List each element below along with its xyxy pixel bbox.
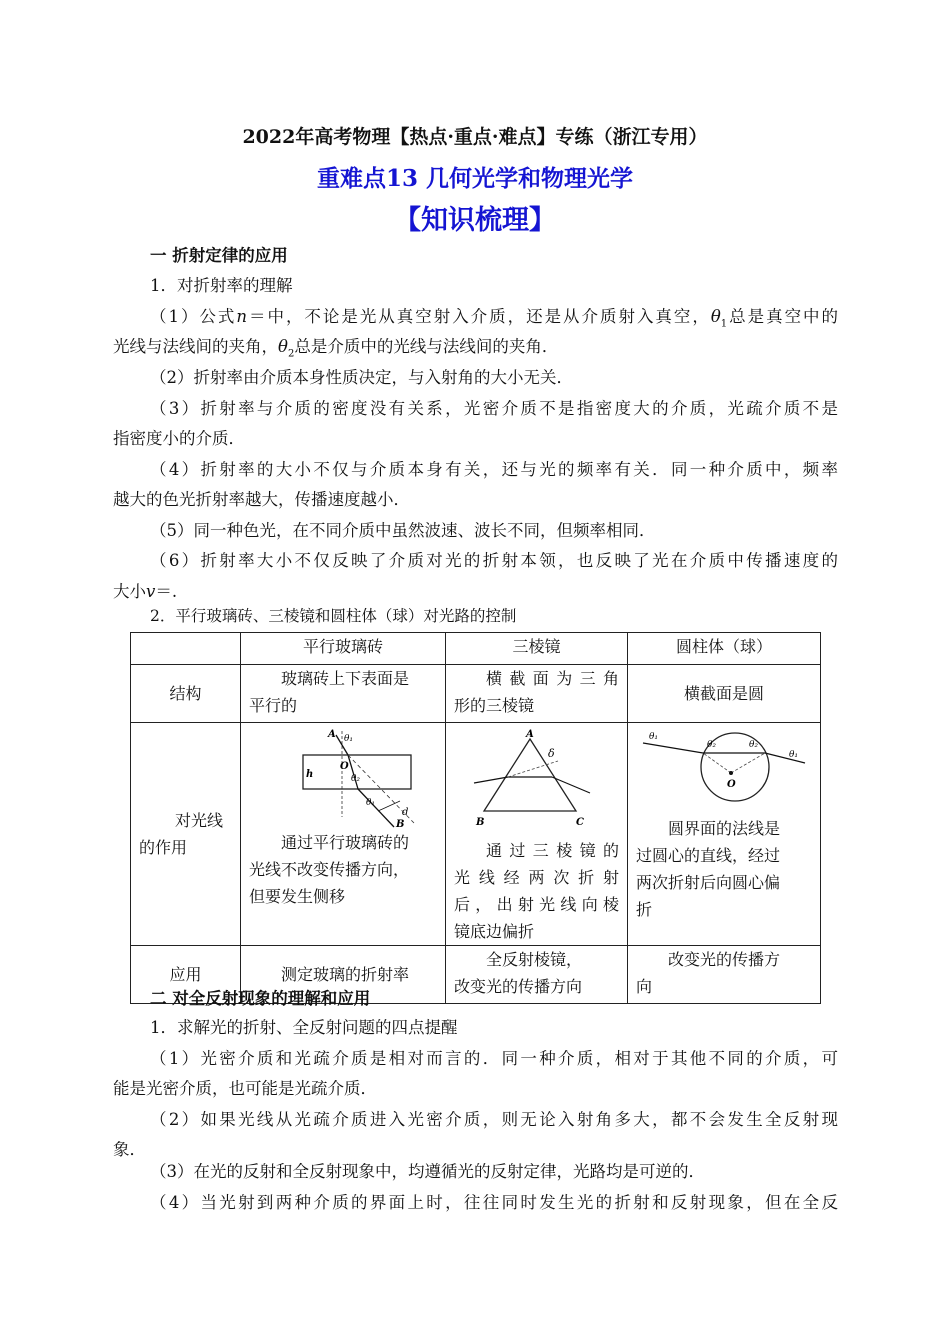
- cyl-normal-2: [731, 753, 765, 773]
- prism-shape: [484, 739, 576, 811]
- sec2-p2-line2: 象．: [113, 1140, 146, 1159]
- sec1-p3-line1: （3）折射率与介质的密度没有关系，光密介质不是指密度大的介质，光疏介质不是: [150, 399, 838, 418]
- sec2-p4: （4）当光射到两种介质的界面上时，往往同时发生光的折射和反射现象，但在全反: [150, 1193, 838, 1212]
- table-row-structure: [131, 665, 821, 723]
- section2-heading: 二 对全反射现象的理解和应用: [150, 989, 371, 1008]
- label-theta1: θ₁: [344, 734, 354, 744]
- cell-prism-effect: A B C δ 通过三棱镜的 光线经两次折射 后，出射光线向棱 镜底边偏折: [446, 723, 628, 946]
- sec1-p5: （5）同一种色光，在不同介质中虽然波速、波长不同，但频率相同．: [150, 521, 656, 540]
- table-header-cell: [131, 633, 241, 665]
- sec1-p1-line1: （1）公式n＝中，不论是光从真空射入介质，还是从介质射入真空，$\theta_1$总是真空中的: [150, 307, 839, 330]
- light-path-table: [130, 632, 821, 1004]
- cyl-label-theta1-exit: θ₁: [789, 750, 799, 760]
- cyl-exit-ray: [765, 753, 805, 763]
- sec2-p1-line2: 能是光密介质，也可能是光疏介质．: [113, 1079, 377, 1098]
- cyl-center-dot: [729, 771, 733, 775]
- table-header-cell: 平行玻璃砖: [241, 633, 446, 665]
- cell-cyl-effect: θ₁ θ₂ θ₂ θ₁ O 圆界面的法线是 过圆心的直线，经过 两次折射后向圆心偏 折: [628, 723, 821, 946]
- sec2-p3: （3）在光的反射和全反射现象中，均遵循光的反射定律，光路均是可逆的．: [150, 1162, 705, 1181]
- prism-label-delta: δ: [547, 747, 555, 760]
- exit-ray: [358, 789, 394, 827]
- row-label-application: 应用: [131, 946, 241, 1004]
- prism-dashed-extension: [508, 761, 558, 777]
- topic-title: 重难点13 几何光学和物理光学: [316, 165, 633, 192]
- sec1-p6-line1: （6）折射率大小不仅反映了介质对光的折射本领，也反映了光在介质中传播速度的: [150, 551, 838, 570]
- sec1-p4-line2: 越大的色光折射率越大，传播速度越小．: [113, 490, 410, 509]
- label-theta1-exit: θ₁: [366, 798, 376, 808]
- sec1-sub2: 2．平行玻璃砖、三棱镜和圆柱体（球）对光路的控制: [150, 607, 517, 625]
- sec2-sub1: 1．求解光的折射、全反射问题的四点提醒: [150, 1018, 458, 1037]
- label-d: d: [402, 807, 409, 818]
- prism-label-b: B: [475, 817, 484, 828]
- cyl-label-theta2-exit: θ₂: [749, 740, 759, 750]
- sec1-p1-line2: 光线与法线间的夹角，$\theta_2$总是介质中的光线与法线间的夹角．: [113, 337, 559, 360]
- row-label-effect: 对光线 的作用: [131, 723, 241, 946]
- sec1-p4-line1: （4）折射率的大小不仅与介质本身有关，还与光的频率有关．同一种介质中，频率: [150, 460, 838, 479]
- label-theta2: θ₂: [351, 774, 361, 784]
- sec1-p6-line2: 大小v＝.: [113, 582, 178, 601]
- section1-heading: 一 折射定律的应用: [150, 246, 288, 265]
- cyl-label-theta2: θ₂: [707, 740, 717, 750]
- document-title: 2022年高考物理【热点·重点·难点】专练（浙江专用）: [242, 126, 708, 148]
- table-row-effect: [131, 723, 821, 946]
- prism-label-c: C: [575, 817, 584, 828]
- label-b: B: [396, 819, 405, 829]
- label-o: O: [340, 761, 349, 772]
- sec1-sub1: 1．对折射率的理解: [150, 276, 293, 295]
- label-a: A: [328, 729, 336, 740]
- table-header-cell: 三棱镜: [446, 633, 628, 665]
- cell-glass-application: 测定玻璃的折射率: [241, 946, 446, 1004]
- cyl-label-theta1: θ₁: [649, 732, 659, 742]
- cell-glass-structure: 玻璃砖上下表面是 平行的: [241, 665, 446, 723]
- cell-prism-structure: 横截面为三角 形的三棱镜: [446, 665, 628, 723]
- offset-marker: [378, 801, 400, 811]
- table-header-row: [131, 633, 821, 665]
- cyl-incident-ray: [643, 743, 703, 753]
- prism-diagram: [472, 727, 602, 837]
- row-label-structure: 结构: [131, 665, 241, 723]
- cyl-normal-1: [703, 753, 731, 773]
- cell-prism-application: 全反射棱镜， 改变光的传播方向: [446, 946, 628, 1004]
- section-banner: 【知识梳理】: [394, 205, 556, 236]
- cyl-label-o: O: [727, 779, 736, 790]
- cell-cyl-structure: 横截面是圆: [628, 665, 821, 723]
- label-h: h: [306, 769, 314, 780]
- sec2-p2-line1: （2）如果光线从光疏介质进入光密介质，则无论入射角多大，都不会发生全反射现: [150, 1110, 838, 1129]
- parallel-glass-diagram: [268, 727, 418, 829]
- cell-cyl-application: 改变光的传播方 向: [628, 946, 821, 1004]
- table-header-cell: 圆柱体（球）: [628, 633, 821, 665]
- prism-exit-ray: [552, 777, 590, 793]
- sec2-p1-line1: （1）光密介质和光疏介质是相对而言的．同一种介质，相对于其他不同的介质，可: [150, 1049, 838, 1068]
- sec1-p2: （2）折射率由介质本身性质决定，与入射角的大小无关．: [150, 368, 573, 387]
- cell-glass-effect: A θ₁ O θ₂ h θ₁ d B 通过平行玻璃砖的 光线不改变传播方向， 但要发生侧移: [241, 723, 446, 946]
- sec1-p3-line2: 指密度小的介质．: [113, 429, 245, 448]
- prism-label-a: A: [525, 729, 534, 740]
- cylinder-diagram: [639, 727, 809, 805]
